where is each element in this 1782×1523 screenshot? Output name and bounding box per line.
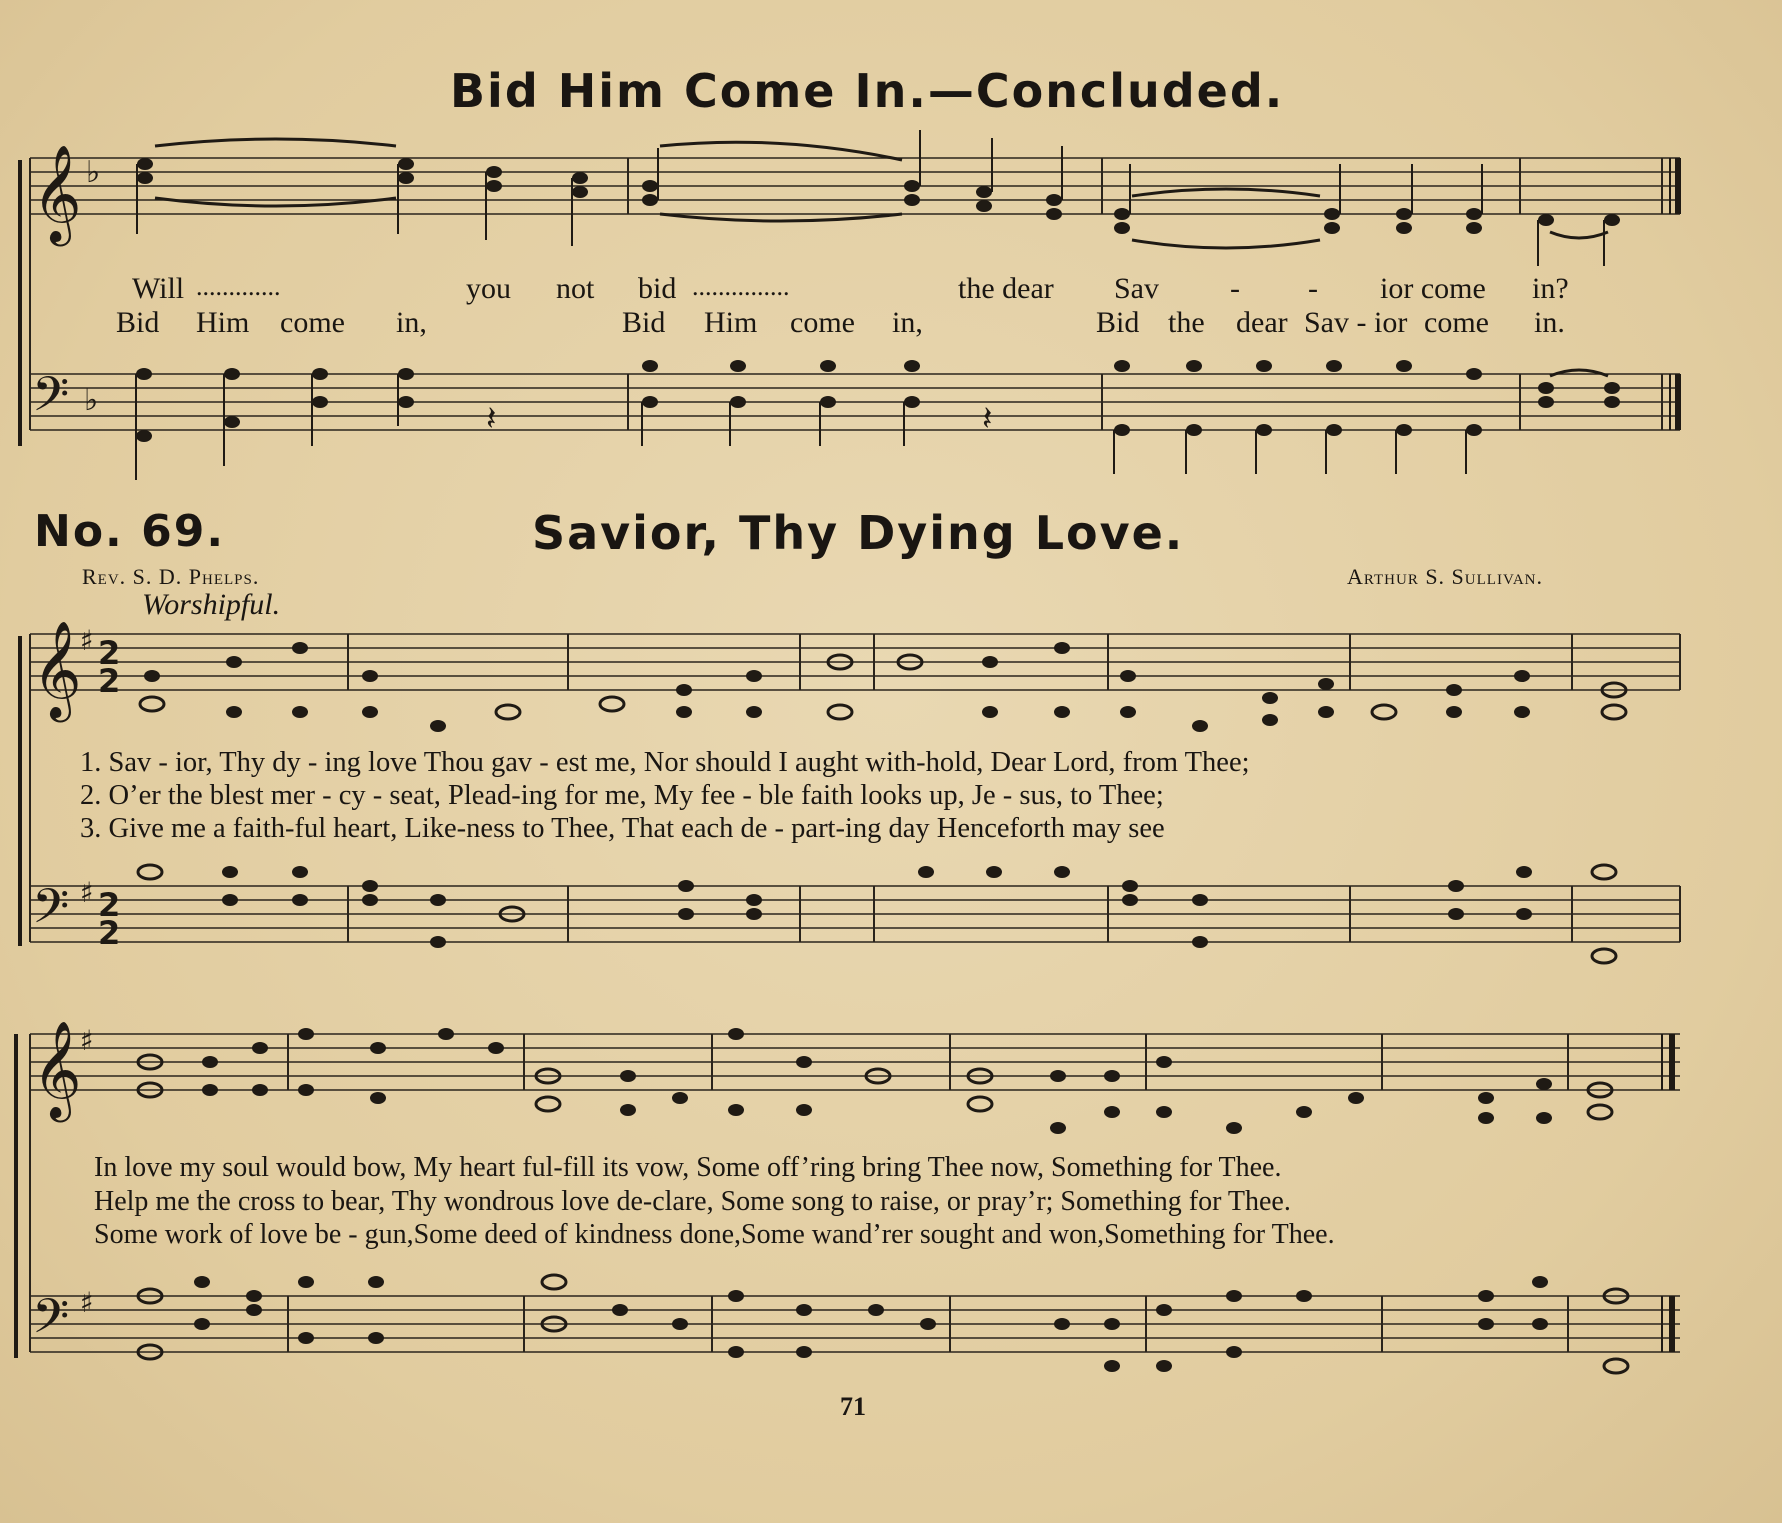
svg-text:2: 2 bbox=[98, 886, 121, 924]
lyric-word: Sav - ior bbox=[1304, 306, 1408, 339]
lyric-word: you bbox=[466, 272, 511, 305]
lyric-word: not bbox=[556, 272, 595, 305]
lyric-word: Bid bbox=[1096, 306, 1140, 339]
lyric-word: in. bbox=[1534, 306, 1565, 339]
svg-text:𝄽: 𝄽 bbox=[486, 399, 497, 439]
lyric-word: come bbox=[1424, 306, 1489, 339]
svg-text:𝄢: 𝄢 bbox=[32, 366, 70, 434]
lyric-word: Bid bbox=[622, 306, 666, 339]
svg-text:♯: ♯ bbox=[80, 876, 94, 909]
lyric-extender: ............. bbox=[196, 272, 281, 301]
lyric-word: in, bbox=[396, 306, 427, 339]
lyric-word: in, bbox=[892, 306, 923, 339]
svg-text:2: 2 bbox=[98, 914, 121, 952]
tempo-marking: Worshipful. bbox=[142, 588, 281, 621]
svg-text:𝄽: 𝄽 bbox=[982, 399, 993, 439]
verse-3-line-a: 3. Give me a faith-ful heart, Like-ness to Thee, That each de - part-ing day Henceforth may see bbox=[80, 813, 1165, 844]
continued-hymn-title: Bid Him Come In.—Concluded. bbox=[450, 64, 1285, 118]
svg-text:2: 2 bbox=[98, 662, 121, 700]
lyric-hyphen: - bbox=[1230, 272, 1240, 305]
hymn-title: Savior, Thy Dying Love. bbox=[532, 506, 1185, 560]
hymn-number: No. 69. bbox=[34, 506, 226, 557]
verse-2-line-b: Help me the cross to bear, Thy wondrous love de-clare, Some song to raise, or pray’r; Something for Thee. bbox=[94, 1186, 1291, 1217]
svg-text:𝄞: 𝄞 bbox=[32, 1020, 82, 1118]
svg-text:♯: ♯ bbox=[80, 1286, 94, 1319]
lyric-hyphen: - bbox=[1308, 272, 1318, 305]
verse-2-line-a: 2. O’er the blest mer - cy - seat, Plead-ing for me, My fee - ble faith looks up, Je - sus, to Thee; bbox=[80, 780, 1164, 811]
lyric-word: bid bbox=[638, 272, 677, 305]
lyric-word: Him bbox=[704, 306, 758, 339]
verse-1-line-b: In love my soul would bow, My heart ful-fill its vow, Some off’ring bring Thee now, Something for Thee. bbox=[94, 1152, 1282, 1183]
lyric-word: come bbox=[790, 306, 855, 339]
lyric-extender: ............... bbox=[692, 272, 790, 301]
lyric-word: come bbox=[280, 306, 345, 339]
lyric-word: Will bbox=[132, 272, 185, 305]
verse-3-line-b: Some work of love be - gun,Some deed of kindness done,Some wand’rer sought and won,Something for Thee. bbox=[94, 1219, 1335, 1250]
svg-text:♭: ♭ bbox=[86, 155, 101, 190]
svg-text:2: 2 bbox=[98, 634, 121, 672]
lyric-word: ior come bbox=[1380, 272, 1486, 305]
svg-text:𝄞: 𝄞 bbox=[32, 144, 82, 242]
svg-text:♭: ♭ bbox=[84, 383, 99, 418]
composer-credit: Arthur S. Sullivan. bbox=[1347, 564, 1544, 589]
verse-1-line-a: 1. Sav - ior, Thy dy - ing love Thou gav - est me, Nor should I aught with-hold, Dear Lord, from Thee; bbox=[80, 747, 1250, 778]
lyric-word: Sav bbox=[1114, 272, 1159, 305]
svg-text:𝄞: 𝄞 bbox=[32, 620, 82, 718]
svg-text:𝄢: 𝄢 bbox=[32, 1288, 70, 1356]
lyric-word: Him bbox=[196, 306, 250, 339]
lyric-word: in? bbox=[1532, 272, 1569, 305]
lyric-word: dear bbox=[1236, 306, 1288, 339]
lyric-word: Bid bbox=[116, 306, 160, 339]
page-number: 71 bbox=[840, 1392, 866, 1421]
lyricist-credit: Rev. S. D. Phelps. bbox=[82, 564, 260, 589]
svg-text:♯: ♯ bbox=[80, 1024, 94, 1057]
svg-text:♯: ♯ bbox=[80, 624, 94, 657]
svg-text:𝄢: 𝄢 bbox=[32, 878, 70, 946]
lyric-word: the dear bbox=[958, 272, 1054, 305]
lyric-word: the bbox=[1168, 306, 1205, 339]
